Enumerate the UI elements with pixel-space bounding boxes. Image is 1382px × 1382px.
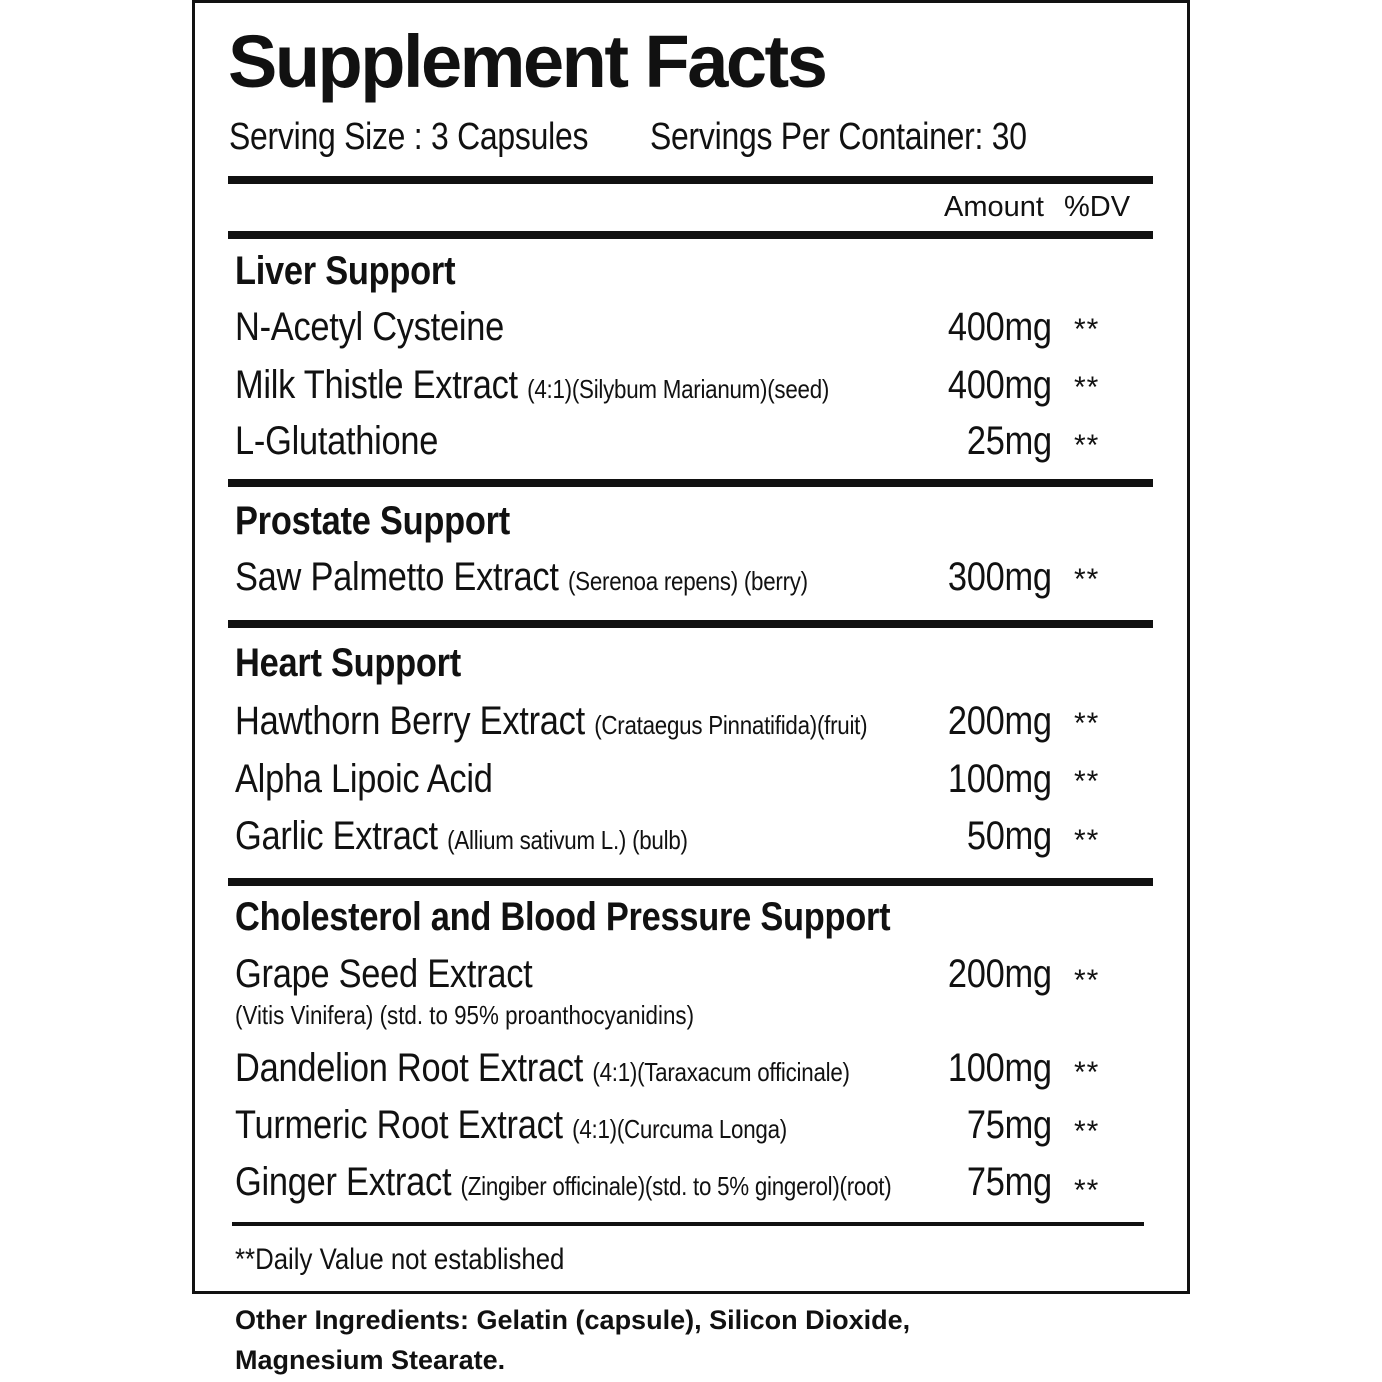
- ingredient-amount: 300mg: [948, 555, 1052, 599]
- ingredient-name: N-Acetyl Cysteine: [235, 305, 504, 349]
- other-ingredients-line-2: Magnesium Stearate.: [235, 1345, 506, 1375]
- ingredient-detail: (Vitis Vinifera) (std. to 95% proanthocyanidins): [235, 1000, 695, 1030]
- ingredient-dv: **: [1074, 1115, 1100, 1148]
- column-header-dv: %DV: [1064, 191, 1131, 223]
- footnote-divider: [232, 1222, 1144, 1226]
- ingredient-dv: **: [1074, 563, 1100, 596]
- ingredient-dv: **: [1074, 707, 1100, 740]
- ingredient-detail: (Zingiber officinale)(std. to 5% gingerol)(root): [460, 1171, 892, 1201]
- serving-size: Serving Size : 3 Capsules: [229, 116, 589, 158]
- ingredient-amount: 50mg: [966, 814, 1052, 858]
- ingredient-amount: 75mg: [966, 1103, 1052, 1147]
- footnote: **Daily Value not established: [235, 1243, 565, 1276]
- ingredient-amount: 200mg: [948, 699, 1052, 743]
- ingredient-amount: 100mg: [948, 1046, 1052, 1090]
- ingredient-name: Saw Palmetto Extract (Serenoa repens) (berry): [235, 555, 808, 599]
- ingredient-amount: 200mg: [948, 952, 1052, 996]
- section-heading-liver: Liver Support: [235, 249, 456, 293]
- servings-per-container: Servings Per Container: 30: [650, 116, 1027, 158]
- ingredient-name: Garlic Extract (Allium sativum L.) (bulb): [235, 814, 688, 858]
- ingredient-dv: **: [1074, 964, 1100, 997]
- ingredient-name: Milk Thistle Extract (4:1)(Silybum Marianum)(seed): [235, 363, 830, 407]
- other-ingredients-line-1: Other Ingredients: Gelatin (capsule), Silicon Dioxide,: [235, 1305, 911, 1335]
- ingredient-name: Alpha Lipoic Acid: [235, 757, 493, 801]
- ingredient-detail: (Serenoa repens) (berry): [567, 566, 808, 596]
- section-heading-prostate: Prostate Support: [235, 499, 510, 543]
- ingredient-name: L-Glutathione: [235, 419, 439, 463]
- ingredient-dv: **: [1074, 765, 1100, 798]
- ingredient-name: Ginger Extract (Zingiber officinale)(std. to 5% gingerol)(root): [235, 1160, 892, 1204]
- ingredient-detail: (4:1)(Taraxacum officinale): [592, 1057, 850, 1087]
- section-divider: [228, 878, 1153, 886]
- section-heading-cholesterol: Cholesterol and Blood Pressure Support: [235, 895, 891, 939]
- ingredient-amount: 100mg: [948, 757, 1052, 801]
- column-header-amount: Amount: [944, 191, 1044, 223]
- section-divider: [228, 620, 1153, 628]
- ingredient-dv: **: [1074, 1174, 1100, 1207]
- divider: [228, 176, 1153, 184]
- ingredient-name: Turmeric Root Extract (4:1)(Curcuma Longa): [235, 1103, 787, 1147]
- ingredient-dv: **: [1074, 824, 1100, 857]
- ingredient-name: Dandelion Root Extract (4:1)(Taraxacum officinale): [235, 1046, 850, 1090]
- ingredient-detail: (4:1)(Silybum Marianum)(seed): [527, 374, 830, 404]
- section-divider: [228, 479, 1153, 487]
- ingredient-dv: **: [1074, 429, 1100, 462]
- ingredient-name: Grape Seed Extract: [235, 952, 533, 996]
- ingredient-dv: **: [1074, 1056, 1100, 1089]
- ingredient-detail: (Allium sativum L.) (bulb): [447, 825, 688, 855]
- ingredient-detail: (Crataegus Pinnatifida)(fruit): [594, 710, 868, 740]
- page-title: Supplement Facts: [228, 20, 826, 103]
- ingredient-amount: 400mg: [948, 363, 1052, 407]
- ingredient-name: Hawthorn Berry Extract (Crataegus Pinnatifida)(fruit): [235, 699, 868, 743]
- section-heading-heart: Heart Support: [235, 641, 461, 685]
- ingredient-amount: 400mg: [948, 305, 1052, 349]
- ingredient-amount: 75mg: [966, 1160, 1052, 1204]
- ingredient-dv: **: [1074, 313, 1100, 346]
- ingredient-amount: 25mg: [966, 419, 1052, 463]
- divider: [228, 231, 1153, 239]
- ingredient-dv: **: [1074, 371, 1100, 404]
- ingredient-detail: (4:1)(Curcuma Longa): [572, 1114, 787, 1144]
